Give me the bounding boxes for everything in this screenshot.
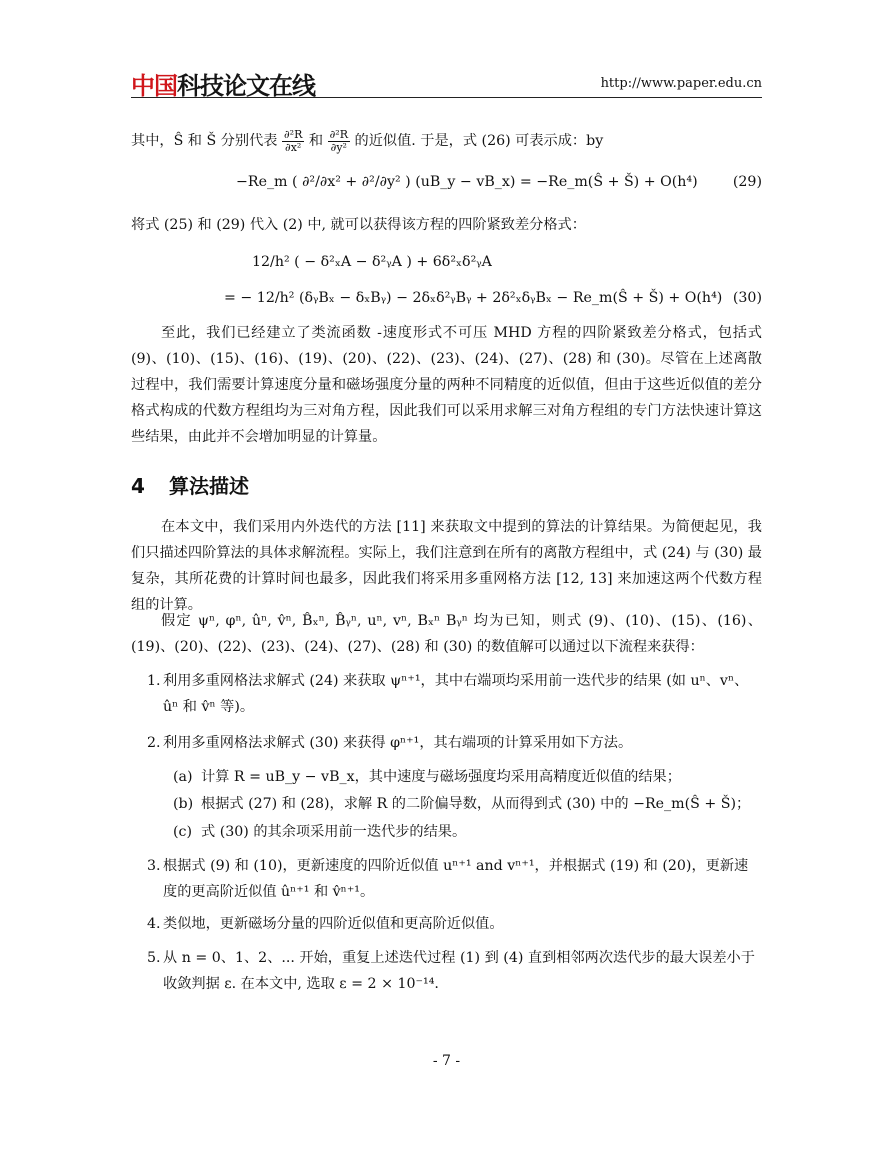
substep-marker: (c) [173,824,193,840]
substep-item [173,764,763,790]
substep-marker: (b) [173,796,194,812]
step-text: 根据式 (9) 和 (10)，更新速度的四阶近似值 uⁿ⁺¹ and vⁿ⁺¹，并根据式 (19) 和 (20)，更新速度的更高阶近似值 ûⁿ⁺¹ 和 v̂ⁿ⁺¹。 [163,858,749,900]
logo-dark-text: 科技论文在线 [177,72,315,100]
intro-prefix: 其中，Ŝ 和 Š 分别代表 [131,133,278,149]
fraction-1-denominator: ∂x² [285,140,302,154]
step-text: 利用多重网格法求解式 (24) 来获取 ψⁿ⁺¹，其中右端项均采用前一迭代步的结果 (如 uⁿ、vⁿ、ûⁿ 和 v̂ⁿ 等)。 [163,673,749,715]
substep-text: 计算 R = uB_y − vB_x，其中速度与磁场强度均采用高精度近似值的结果； [201,769,681,785]
step-item [147,911,762,937]
fraction-1 [282,129,304,154]
equation-30-number: (30) [732,290,762,306]
algorithm-paragraph-2: 假定 ψⁿ, φⁿ, ûⁿ, v̂ⁿ, B̂ₓⁿ, B̂ᵧⁿ, uⁿ, vⁿ, Bₓⁿ Bᵧⁿ 均为已知，则式 (9)、(10)、(15)、(16)、(19)、(20)、(22)、(23)、(24)、(27)、(28) 和 (30) 的数值解可以通过以下流程来获得： [131,613,762,655]
equation-30-line-1: 12/h² ( − δ²ₓA − δ²ᵧA ) + 6δ²ₓδ²ᵧA [252,254,492,270]
substep-text: 根据式 (27) 和 (28)，求解 R 的二阶偏导数，从而得到式 (30) 中的 −Re_m(Ŝ + Š)； [201,796,751,812]
step-item [147,853,762,905]
section-heading [131,470,249,499]
step-marker: 4. [147,916,161,932]
step-item [147,668,762,720]
step-item [147,730,762,756]
intro-suffix: 的近似值. 于是，式 (26) 可表示成：by [354,133,604,149]
logo-red-text: 中国 [131,72,177,100]
substep-item [173,819,763,845]
equation-29-number: (29) [732,174,762,190]
page-number: - 7 - [432,1053,461,1069]
line-after-eq29: 将式 (25) 和 (29) 代入 (2) 中, 就可以获得该方程的四阶紧致差分格式： [131,217,586,233]
section-number: 4 [131,474,145,498]
step-text: 类似地，更新磁场分量的四阶近似值和更高阶近似值。 [163,916,504,932]
header-rule [131,97,762,98]
step-marker: 5. [147,950,161,966]
summary-paragraph: 至此，我们已经建立了类流函数 -速度形式不可压 MHD 方程的四阶紧致差分格式，包括式 (9)、(10)、(15)、(16)、(19)、(20)、(22)、(23)、(24)、(27)、(28) 和 (30)。尽管在上述离散过程中，我们需要计算速度分量和磁场强度分量的两种不同精度的近似值，但由于这些近似值的差分格式构成的代数方程组均为三对角方程，因此我们可以采用求解三对角方程组的专门方法快速计算这些结果，由此并不会增加明显的计算量。 [131,325,762,445]
substep-marker: (a) [173,769,193,785]
step-marker: 1. [147,673,161,689]
intro-line [131,128,603,154]
header-url: http://www.paper.edu.cn [600,76,762,91]
substep-text: 式 (30) 的其余项采用前一迭代步的结果。 [201,824,467,840]
section-title: 算法描述 [169,474,249,498]
site-logo [131,66,315,101]
step-text: 从 n = 0、1、2、... 开始，重复上述迭代过程 (1) 到 (4) 直到相邻两次迭代步的最大误差小于收敛判据 ε. 在本文中, 选取 ε = 2 × 10⁻¹⁴. [163,950,755,992]
fraction-1-numerator: ∂²R [283,127,303,141]
fraction-2-numerator: ∂²R [329,127,348,141]
equation-29: −Re_m ( ∂²/∂x² + ∂²/∂y² ) (uB_y − vB_x) = −Re_m(Ŝ + Š) + O(h⁴) [236,174,698,190]
step-text: 利用多重网格法求解式 (30) 来获得 φⁿ⁺¹，其右端项的计算采用如下方法。 [163,735,633,751]
step-marker: 3. [147,858,161,874]
step-item [147,945,762,997]
fraction-2 [328,129,350,154]
algorithm-paragraph-1: 在本文中，我们采用内外迭代的方法 [11] 来获取文中提到的算法的计算结果。为简便起见，我们只描述四阶算法的具体求解流程。实际上，我们注意到在所有的离散方程组中，式 (24) 与 (30) 最复杂，其所花费的计算时间也最多，因此我们将采用多重网格方法 [12, 13] 来加速这两个代数方程组的计算。 [131,519,762,613]
fraction-2-denominator: ∂y² [330,140,347,154]
step-marker: 2. [147,735,161,751]
substep-item [173,791,763,817]
equation-30-line-2: = − 12/h² (δᵧBₓ − δₓBᵧ) − 2δₓδ²ᵧBᵧ + 2δ²ₓδᵧBₓ − Re_m(Ŝ + Š) + O(h⁴) [224,290,723,306]
intro-mid: 和 [308,133,324,149]
